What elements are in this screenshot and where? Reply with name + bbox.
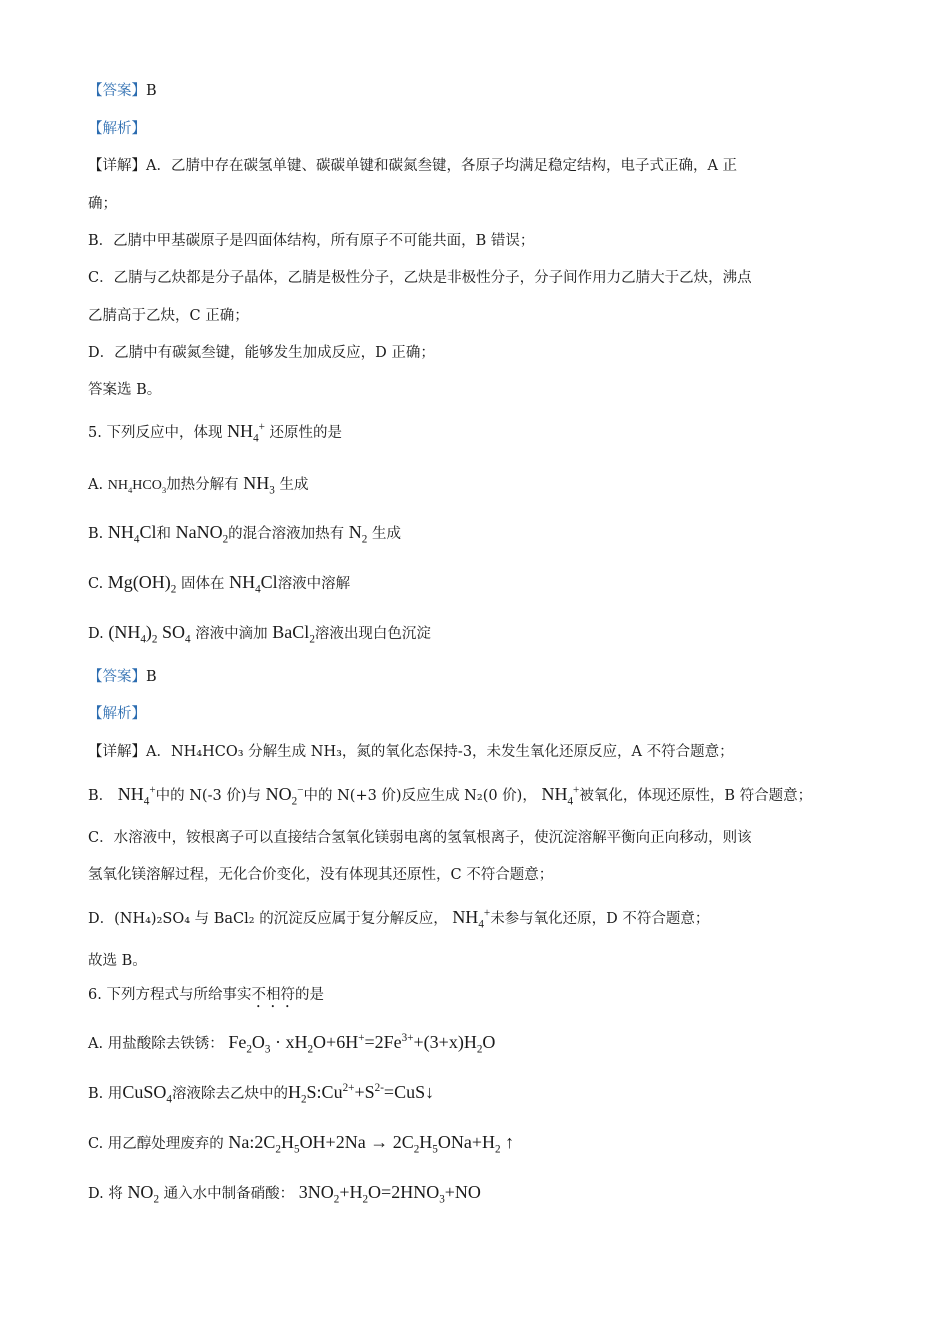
answer-tag: 【答案】 [88,83,146,99]
option-text-mid: 的混合溶液加热有 [228,526,345,542]
option-text: 用盐酸除去铁锈： [107,1036,224,1052]
option-text: 和 [156,526,171,542]
option-label: A. [88,1036,104,1052]
formula-mgoh2: $Mg(OH)_2$ [107,572,177,596]
analysis-tag: 【解析】 [88,121,146,137]
q5-detail-c-cont: 氢氧化镁溶解过程，无化合价变化，没有体现其还原性，C 不符合题意； [88,867,554,883]
q6-stem-emphasis: 不相符 [251,987,295,1003]
q5-conclusion: 故选 B。 [88,953,147,969]
equation-no2-water: $3NO_2+H_2O=2HNO_3+NO$ [298,1182,481,1206]
formula-nh4-plus: $NH_4^+$ [541,784,580,808]
option-text-end: 生成 [279,477,309,493]
formula-nh4-plus: $NH_4^+$ [227,421,265,445]
detail-prefix: B． [88,788,114,804]
q6-stem-pre: 6. 下列方程式与所给事实 [88,987,252,1003]
q4-detail-c: C．乙腈与乙炔都是分子晶体，乙腈是极性分子，乙炔是非极性分子，分子间作用力乙腈大于乙炔，沸点 [88,270,752,286]
q5-analysis-line [88,703,870,725]
detail-text: 中的 N(-3 价)与 [155,788,261,804]
q5-option-b [88,521,870,545]
option-text: 用乙醇处理废弃的 [107,1136,224,1152]
detail-text: D．(NH₄)₂SO₄ 与 BaCl₂ 的沉淀反应属于复分解反应， [88,911,448,927]
formula-nh3: $NH_3$ [243,473,275,497]
q4-conclusion: 答案选 B。 [88,382,162,398]
q6-option-d [88,1181,870,1205]
detail-tag: 【详解】 [88,158,146,174]
equation-ethanol-na: $Na:2C_2H_5OH+2Na \to 2C_2H_5ONa+H_2$ ↑ [228,1132,515,1156]
option-text-end: 生成 [371,526,401,542]
formula-no2: $NO_2$ [127,1182,160,1206]
q4-analysis-line [88,118,870,140]
q5-stem [88,420,870,444]
q4-answer-line [88,80,870,102]
option-label: B. [88,526,104,542]
formula-nh42so4: $(NH_4)_2$ $SO_4$ [108,622,191,646]
formula-cuso4: CuSO$_4$ [122,1082,172,1106]
q4-detail-a-cont: 确； [88,196,117,212]
option-text: 溶液中滴加 [195,626,268,642]
q4-detail-c-cont: 乙腈高于乙炔，C 正确； [88,308,249,324]
q4-detail-d: D．乙腈中有碳氮叁键，能够发生加成反应，D 正确； [88,345,435,361]
formula-bacl2: BaCl$_2$ [272,622,315,646]
q6-option-a [88,1031,870,1055]
option-text-mid: 通入水中制备硝酸： [163,1186,295,1202]
q5-detail-b [88,783,870,807]
option-text: 将 [108,1186,123,1202]
answer-value: B [146,669,157,685]
q4-detail-a [88,155,870,177]
detail-text: A．NH₄HCO₃ 分解生成 NH₃，氮的氧化态保持-3，未发生氧化还原反应，A 不符合题意； [146,744,734,760]
q5-stem-post: 还原性的是 [269,425,343,441]
detail-text-end: 被氧化，体现还原性，B 符合题意； [579,788,813,804]
formula-nh4cl: $NH_4Cl$ [229,572,278,596]
option-text: 加热分解有 [166,477,239,493]
q6-option-c [88,1131,870,1155]
answer-value: B [146,83,157,99]
option-label: D. [88,626,104,642]
formula-nh4cl: $NH_4Cl$ [107,522,157,546]
q4-detail-b: B．乙腈中甲基碳原子是四面体结构，所有原子不可能共面，B 错误； [88,233,535,249]
formula-nh4-plus: $NH_4^+$ [117,784,156,808]
q5-stem-pre: 5. 下列反应中，体现 [88,425,223,441]
formula-n2: $N_2$ [348,522,368,546]
q5-detail-c: C．水溶液中，铵根离子可以直接结合氢氧化镁弱电离的氢氧根离子，使沉淀溶解平衡向正向移动，则该 [88,830,752,846]
detail-text: A．乙腈中存在碳氢单键、碳碳单键和碳氮叁键，各原子均满足稳定结构，电子式正确，A 正 [146,158,738,174]
q5-detail-d [88,906,870,930]
option-label: D. [88,1186,104,1202]
equation-fe2o3: $Fe_2O_3 \cdot xH_2O+6H^+=2Fe^{3+}+(3+x)H_2O$ [228,1032,496,1056]
analysis-tag: 【解析】 [88,706,146,722]
q5-detail-a [88,741,870,763]
formula-no2-minus: $NO_2^-$ [265,784,304,808]
q5-option-a [88,472,870,497]
q6-option-b [88,1081,870,1105]
q5-option-d [88,621,870,645]
detail-text-mid: 中的 N(+3 价)反应生成 N₂(0 价)， [303,788,537,804]
option-label: A. [88,477,104,493]
answer-tag: 【答案】 [88,669,146,685]
option-text-end: 溶液中溶解 [277,576,351,592]
option-text: 用 [107,1086,123,1102]
option-label: B. [88,1086,104,1102]
detail-text-end: 未参与氧化还原，D 不符合题意； [490,911,710,927]
formula-nh4hco3: $NH_4HCO_3$ [107,478,167,495]
option-text-end: 溶液出现白色沉淀 [314,626,431,642]
q6-stem [88,984,870,1011]
option-label: C. [88,576,104,592]
formula-nano2: NaNO$_2$ [175,522,229,546]
q6-stem-post: 的是 [294,987,324,1003]
formula-nh4-plus: $NH_4^+$ [452,907,491,931]
q5-answer-line [88,666,870,688]
equation-cus: $H_2S:Cu^{2+}+S^{2-}=CuS↓$ [287,1082,435,1106]
option-text: 固体在 [180,576,225,592]
q5-option-c [88,571,870,595]
detail-tag: 【详解】 [88,744,146,760]
option-label: C. [88,1136,104,1152]
option-text-mid: 溶液除去乙炔中的 [171,1086,288,1102]
